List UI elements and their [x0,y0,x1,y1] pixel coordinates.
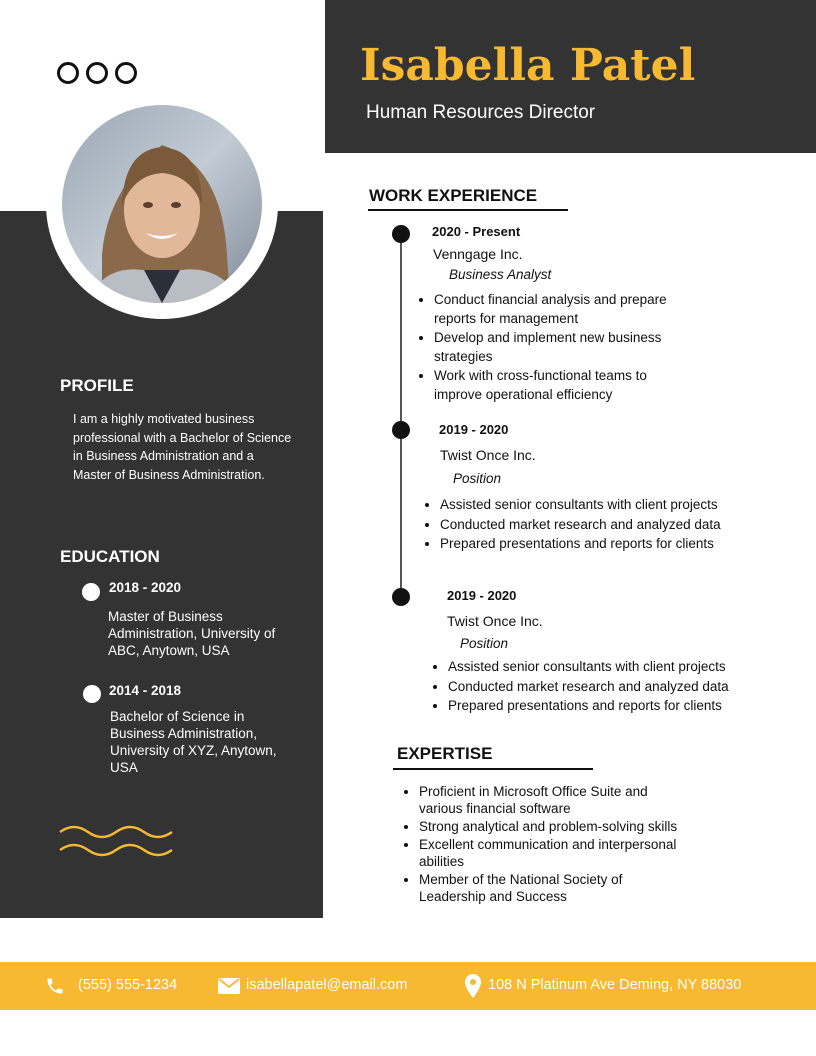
list-item: • Develop and implement new business strategies [434,329,694,366]
contact-phone[interactable]: (555) 555-1234 [78,977,178,993]
profile-photo [62,105,262,303]
timeline-dot-icon [392,421,410,439]
envelope-icon [218,978,240,994]
list-item: • Member of the National Society of Leadership and Success [419,871,684,905]
timeline-line [400,232,402,598]
timeline-dot-icon [392,225,410,243]
job-company: Twist Once Inc. [440,447,536,463]
job-company: Venngage Inc. [433,246,523,262]
job-years: 2020 - Present [432,224,521,239]
list-item: • Conduct financial analysis and prepare reports for management [434,291,694,328]
decorative-ring-icon [57,62,79,84]
job-bullets [432,658,778,717]
education-bullet-icon [82,583,100,601]
list-item: • Proficient in Microsoft Office Suite and various financial software [419,783,684,817]
timeline-dot-icon [392,588,410,606]
contact-address: 108 N Platinum Ave Deming, NY 88030 [488,977,742,993]
profile-text: I am a highly motivated business professional with a Bachelor of Science in Business Administration and a Master of Business Administration. [73,412,292,482]
list-item: • Strong analytical and problem-solving skills [419,818,684,835]
job-position: Position [460,636,509,651]
list-item: • Prepared presentations and reports for clients [448,697,778,716]
phone-icon [45,976,65,996]
list-item: • Assisted senior consultants with client projects [448,658,778,677]
education-degree: Master of Business Administration, University of ABC, Anytown, USA [108,609,276,658]
person-name: Isabella Patel [360,40,696,91]
list-item: • Prepared presentations and reports for clients [440,535,770,554]
wave-decoration-icon [58,822,176,860]
job-company: Twist Once Inc. [447,613,543,629]
education-bullet-icon [83,685,101,703]
list-item: • Conducted market research and analyzed data [440,516,770,535]
list-item: • Assisted senior consultants with client projects [440,496,770,515]
decorative-ring-icon [86,62,108,84]
location-pin-icon [465,974,481,998]
list-item: • Work with cross-functional teams to improve operational efficiency [434,367,694,404]
list-item: • Conducted market research and analyzed data [448,678,778,697]
expertise-list [403,783,684,906]
heading-underline [368,209,568,211]
expertise-heading: EXPERTISE [397,744,493,763]
job-title: Human Resources Director [366,102,596,123]
job-position: Business Analyst [449,267,552,282]
heading-underline [393,768,593,770]
list-item: • Excellent communication and interpersonal abilities [419,836,684,870]
contact-email[interactable]: isabellapatel@email.com [246,977,408,993]
job-years: 2019 - 2020 [439,422,509,437]
work-experience-heading: WORK EXPERIENCE [369,186,538,205]
job-position: Position [453,471,502,486]
education-years: 2018 - 2020 [109,580,182,595]
job-bullets [418,291,694,405]
job-bullets [424,496,770,555]
education-degree: Bachelor of Science in Business Administration, University of XYZ, Anytown, USA [110,709,277,775]
education-heading: EDUCATION [60,547,160,566]
education-years: 2014 - 2018 [109,683,182,698]
job-years: 2019 - 2020 [447,588,517,603]
decorative-ring-icon [115,62,137,84]
profile-heading: PROFILE [60,376,134,395]
